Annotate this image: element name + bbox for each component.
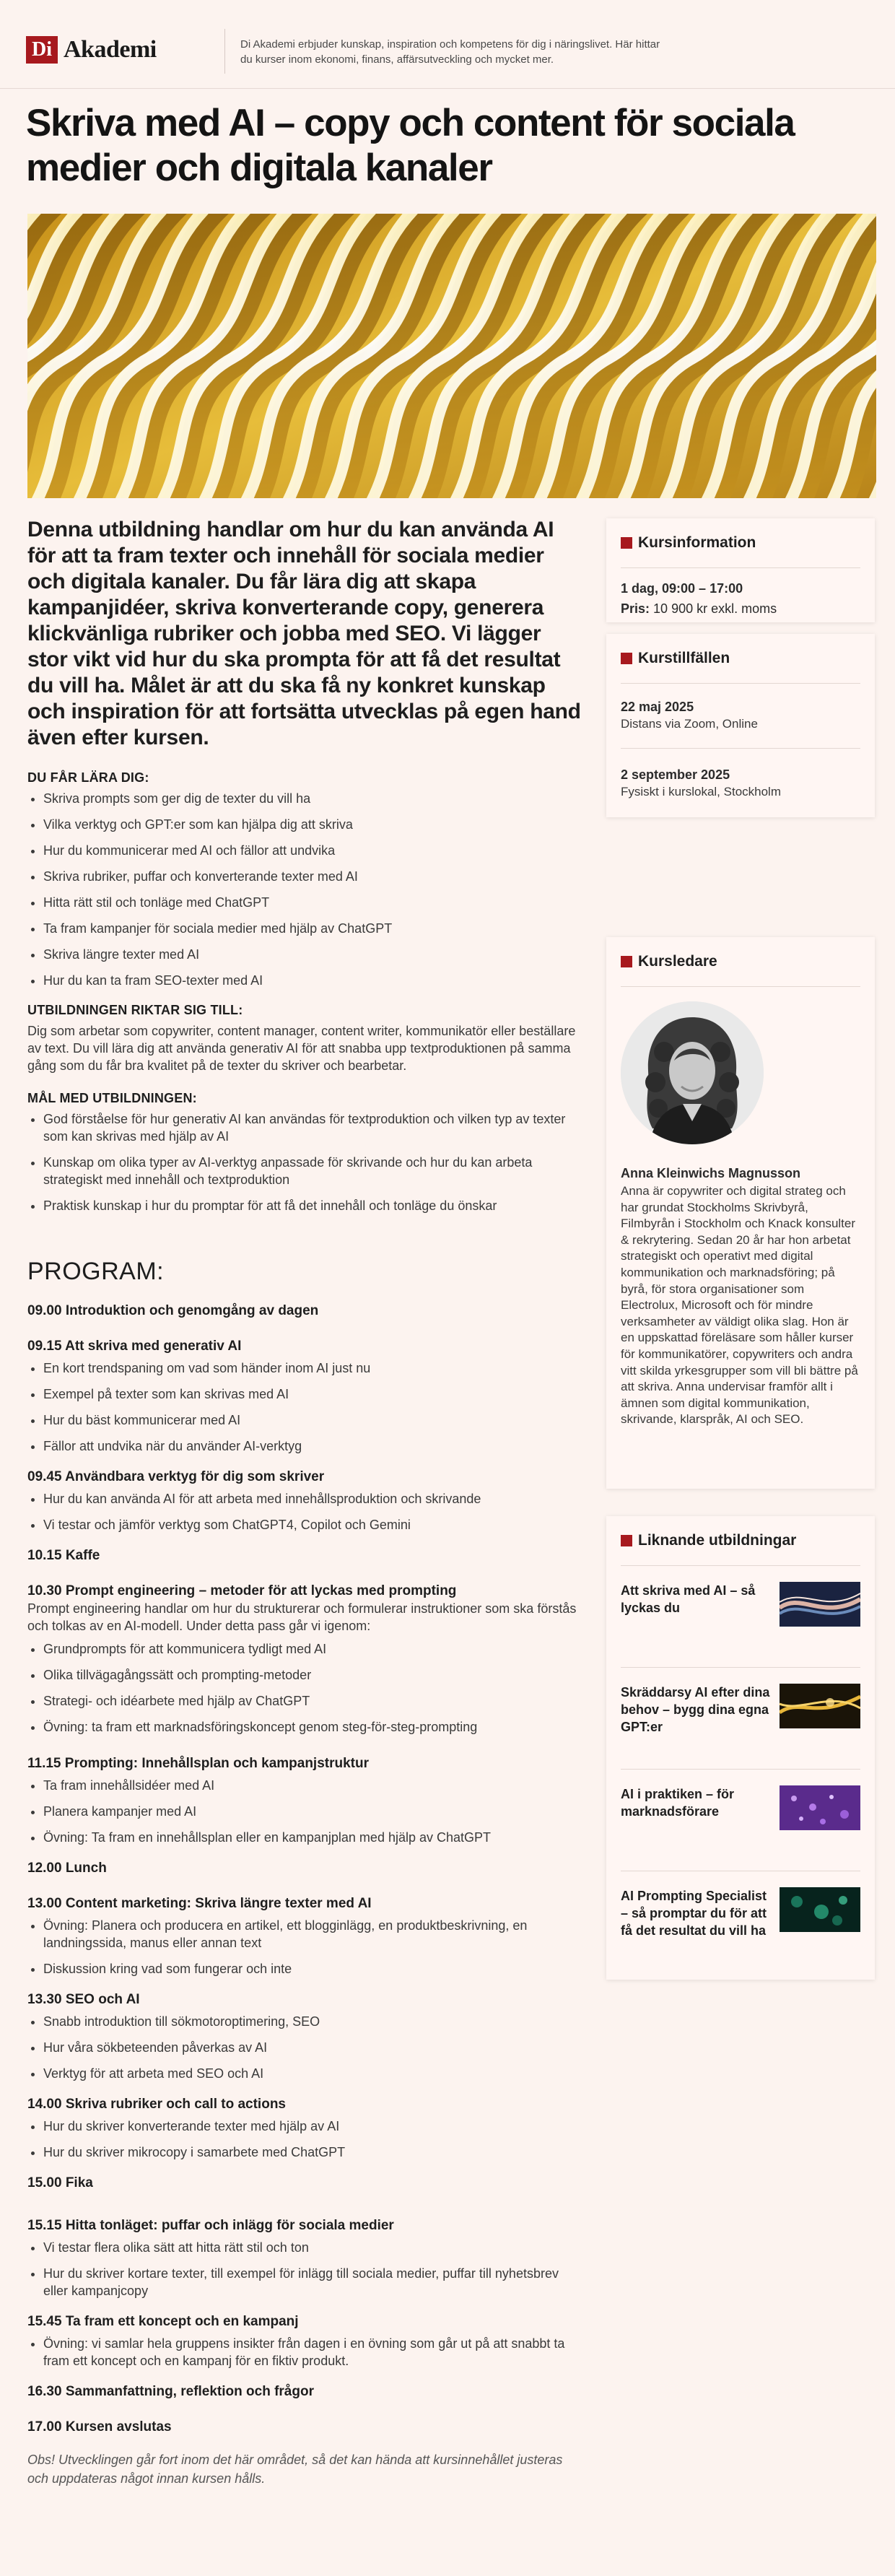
list-item: • Ta fram innehållsidéer med AI xyxy=(43,1777,583,1794)
program-item-title: 09.15 Att skriva med generativ AI xyxy=(27,1339,242,1354)
header-divider xyxy=(224,29,225,74)
accent-square-icon xyxy=(621,537,632,549)
list-item: • Praktisk kunskap i hur du promptar för att få det innehåll och tonläge du önskar xyxy=(43,1197,583,1214)
list-item: • Skriva längre texter med AI xyxy=(43,946,583,963)
list-item: • Hur du skriver mikrocopy i samarbete med ChatGPT xyxy=(43,2144,583,2161)
related-course-item[interactable] xyxy=(621,1871,860,1972)
list-item: • Kunskap om olika typer av AI-verktyg anpassade för skrivande och hur du kan arbeta strategiskt med innehåll och textproduktion xyxy=(43,1154,583,1188)
intro-lead: Denna utbildning handlar om hur du kan använda AI för att ta fram texter och innehåll för sociala medier och digitala kanaler. Du får lära dig att skapa kampanjidéer, skriva konverterande copy, generera klickvänliga rubriker och jobba med SEO. Vi lägger stor vikt vid hur du ska prompta för att få det resultat du vill ha. Målet är att du ska få ny konkret kunskap och inspiration för att fortsätta utvecklas på egen hand även efter kursen. xyxy=(27,518,581,749)
price-value: 10 900 kr exkl. moms xyxy=(653,601,777,616)
site-header xyxy=(0,0,895,89)
list-item: • Hur du kommunicerar med AI och fällor att undvika xyxy=(43,842,583,859)
course-info-heading xyxy=(621,518,860,568)
program-item-title: 09.45 Användbara verktyg för dig som skriver xyxy=(27,1469,325,1484)
related-course-item[interactable] xyxy=(621,1566,860,1668)
goals-list xyxy=(27,1110,583,1214)
list-item: • Vi testar och jämför verktyg som ChatGPT4, Copilot och Gemini xyxy=(43,1516,583,1533)
list-item: • Skriva rubriker, puffar och konverterande texter med AI xyxy=(43,868,583,885)
list-item: • Hur du kan ta fram SEO-texter med AI xyxy=(43,972,583,989)
list-item: • Strategi- och idéarbete med hjälp av ChatGPT xyxy=(43,1692,583,1710)
program-item-title: 13.00 Content marketing: Skriva längre texter med AI xyxy=(27,1896,372,1911)
session-item[interactable] xyxy=(621,749,860,816)
related-courses-card xyxy=(606,1516,875,1980)
related-course-title[interactable]: Skräddarsy AI efter dina behov – bygg dina egna GPT:er xyxy=(621,1685,770,1734)
session-place: Fysiskt i kurslokal, Stockholm xyxy=(621,785,781,799)
sessions-card xyxy=(606,634,875,817)
related-course-thumbnail[interactable] xyxy=(780,1582,860,1627)
sessions-heading xyxy=(621,634,860,684)
related-course-title[interactable]: Att skriva med AI – så lyckas du xyxy=(621,1583,756,1615)
list-item: • Hur våra sökbeteenden påverkas av AI xyxy=(43,2039,583,2056)
program-item-title: 10.15 Kaffe xyxy=(27,1548,100,1563)
list-item: • Fällor att undvika när du använder AI-verktyg xyxy=(43,1437,583,1455)
list-item: • Verktyg för att arbeta med SEO och AI xyxy=(43,2065,583,2082)
list-item: • Övning: Planera och producera en artikel, ett blogginlägg, en produktbeskrivning, en landningssida, manus eller annan text xyxy=(43,1917,583,1951)
program-item-title: 09.00 Introduktion och genomgång av dagen xyxy=(27,1303,319,1318)
program-item-title: 14.00 Skriva rubriker och call to actions xyxy=(27,2097,286,2112)
program-heading: PROGRAM: xyxy=(27,1258,165,1285)
logo-mark: Di xyxy=(26,36,58,64)
list-item: • Hur du bäst kommunicerar med AI xyxy=(43,1411,583,1429)
logo-text: Akademi xyxy=(64,36,157,63)
list-item: • Snabb introduktion till sökmotoroptimering, SEO xyxy=(43,2013,583,2030)
list-item: • God förståelse för hur generativ AI kan användas för textproduktion och vilken typ av texter som kan skrivas med hjälp av AI xyxy=(43,1110,583,1145)
leader-avatar xyxy=(621,1001,764,1144)
related-course-title[interactable]: AI Prompting Specialist – så promptar du för att få det resultat du vill ha xyxy=(621,1889,767,1938)
portrait-image xyxy=(621,1001,764,1144)
header-description: Di Akademi erbjuder kunskap, inspiration och kompetens för dig i näringslivet. Här hittar du kurser inom ekonomi, finans, affärsutveckling och mycket mer. xyxy=(240,38,660,66)
list-item: • Vilka verktyg och GPT:er som kan hjälpa dig att skriva xyxy=(43,816,583,833)
leader-name: Anna Kleinwichs Magnusson xyxy=(621,1166,801,1180)
program-item-title: 15.00 Fika xyxy=(27,2175,93,2190)
course-duration: 1 dag, 09:00 – 17:00 xyxy=(621,581,743,596)
program-item-title: 17.00 Kursen avslutas xyxy=(27,2419,172,2434)
program-item-title: 16.30 Sammanfattning, reflektion och frågor xyxy=(27,2384,314,2399)
list-item: • Diskussion kring vad som fungerar och inte xyxy=(43,1960,583,1977)
related-course-thumbnail[interactable] xyxy=(780,1684,860,1728)
list-item: • Hur du kan använda AI för att arbeta med innehållsproduktion och skrivande xyxy=(43,1490,583,1507)
audience-text: Dig som arbetar som copywriter, content manager, content writer, kommunikatör eller beställare av text. Du vill lära dig att använda generativ AI för att snabba upp textproduktionen på samma gång som du får bra kvalitet på de texter du skriver och bearbetar. xyxy=(27,1024,576,1073)
card-heading-text: Kursinformation xyxy=(638,534,756,551)
program-item-title: 15.15 Hitta tonläget: puffar och inlägg för sociala medier xyxy=(27,2218,394,2233)
list-item: • En kort trendspaning om vad som händer inom AI just nu xyxy=(43,1359,583,1377)
list-item: • Olika tillvägagångssätt och prompting-metoder xyxy=(43,1666,583,1684)
related-course-item[interactable] xyxy=(621,1770,860,1871)
program-list xyxy=(27,1302,583,2488)
related-course-thumbnail[interactable] xyxy=(780,1785,860,1830)
related-course-thumbnail[interactable] xyxy=(780,1887,860,1932)
program-item-title: 10.30 Prompt engineering – metoder för att lyckas med prompting xyxy=(27,1583,457,1598)
leader-bio: Anna är copywriter och digital strateg och har grundat Stockholms Skrivbyrå, Filmbyrån i Stockholm och Knack konsulter & rekrytering. Sedan 20 år har hon arbetat strategiskt och operativt med digital kommunikation och marknadsföring; på byrå, för stora organisationer som Electrolux, Microsoft och för mindre verksamheter av väldigt olika slag. Hon är en uppskattad föreläsare som håller kurser för kommunikatörer, copywriters och andra vitt skilda yrkesgrupper som vill bli bättre på att skriva. Anna undervisar framför allt i ämnen som digital kommunikation, skrivande, klarspråk, AI och SEO. xyxy=(621,1184,858,1427)
gold-waves-illustration xyxy=(27,214,876,498)
session-date: 22 maj 2025 xyxy=(621,700,694,714)
list-item: • Grundprompts för att kommunicera tydligt med AI xyxy=(43,1640,583,1658)
program-item-title: 12.00 Lunch xyxy=(27,1861,107,1876)
audience-heading: UTBILDNINGEN RIKTAR SIG TILL: xyxy=(27,1003,243,1017)
session-place: Distans via Zoom, Online xyxy=(621,717,758,731)
learn-heading: DU FÅR LÄRA DIG: xyxy=(27,770,149,785)
learn-list xyxy=(27,790,583,989)
session-date: 2 september 2025 xyxy=(621,767,730,782)
list-item: • Exempel på texter som kan skrivas med AI xyxy=(43,1385,583,1403)
list-item: • Övning: ta fram ett marknadsföringskoncept genom steg-för-steg-prompting xyxy=(43,1718,583,1736)
list-item: • Planera kampanjer med AI xyxy=(43,1803,583,1820)
di-akademi-logo[interactable] xyxy=(26,36,157,64)
list-item: • Hur du skriver konverterande texter med hjälp av AI xyxy=(43,2118,583,2135)
course-info-card xyxy=(606,518,875,622)
accent-square-icon xyxy=(621,1535,632,1546)
list-item: • Ta fram kampanjer för sociala medier med hjälp av ChatGPT xyxy=(43,920,583,937)
accent-square-icon xyxy=(621,653,632,664)
card-heading-text: Kursledare xyxy=(638,953,717,970)
list-item: • Skriva prompts som ger dig de texter du vill ha xyxy=(43,790,583,807)
program-item-title: 11.15 Prompting: Innehållsplan och kampanjstruktur xyxy=(27,1756,369,1771)
card-heading-text: Kurstillfällen xyxy=(638,650,730,666)
list-item: • Övning: vi samlar hela gruppens insikter från dagen i en övning som går ut på att snabbt ta fram ett koncept och en kampanj för en fiktiv produkt. xyxy=(43,2335,583,2370)
price-label: Pris: xyxy=(621,601,650,616)
related-heading xyxy=(621,1516,860,1566)
main-content xyxy=(27,517,583,2488)
program-item-text: Prompt engineering handlar om hur du strukturerar och formulerar instruktioner som ska förstås och tolkas av en AI-modell. Under detta pass går vi igenom: xyxy=(27,1601,577,1633)
leader-heading xyxy=(621,937,860,987)
list-item: • Hitta rätt stil och tonläge med ChatGPT xyxy=(43,894,583,911)
leader-card xyxy=(606,937,875,1489)
hero-image xyxy=(27,214,876,498)
list-item: • Vi testar flera olika sätt att hitta rätt stil och ton xyxy=(43,2239,583,2256)
list-item: • Hur du skriver kortare texter, till exempel för inlägg till sociala medier, puffar till nyhetsbrev eller kampanjcopy xyxy=(43,2265,583,2299)
accent-square-icon xyxy=(621,956,632,967)
program-note: Obs! Utvecklingen går fort inom det här området, så det kan hända att kursinnehållet justeras och uppdateras något innan kursen hålls. xyxy=(27,2453,563,2486)
related-course-title[interactable]: AI i praktiken – för marknadsförare xyxy=(621,1787,735,1819)
program-item-title: 15.45 Ta fram ett koncept och en kampanj xyxy=(27,2314,299,2329)
card-heading-text: Liknande utbildningar xyxy=(638,1532,797,1549)
session-item[interactable] xyxy=(621,684,860,749)
related-course-item[interactable] xyxy=(621,1668,860,1770)
program-item-title: 13.30 SEO och AI xyxy=(27,1992,140,2007)
page-title: Skriva med AI – copy och content för sociala medier och digitala kanaler xyxy=(26,102,795,189)
goals-heading: MÅL MED UTBILDNINGEN: xyxy=(27,1091,197,1105)
list-item: • Övning: Ta fram en innehållsplan eller en kampanjplan med hjälp av ChatGPT xyxy=(43,1829,583,1846)
